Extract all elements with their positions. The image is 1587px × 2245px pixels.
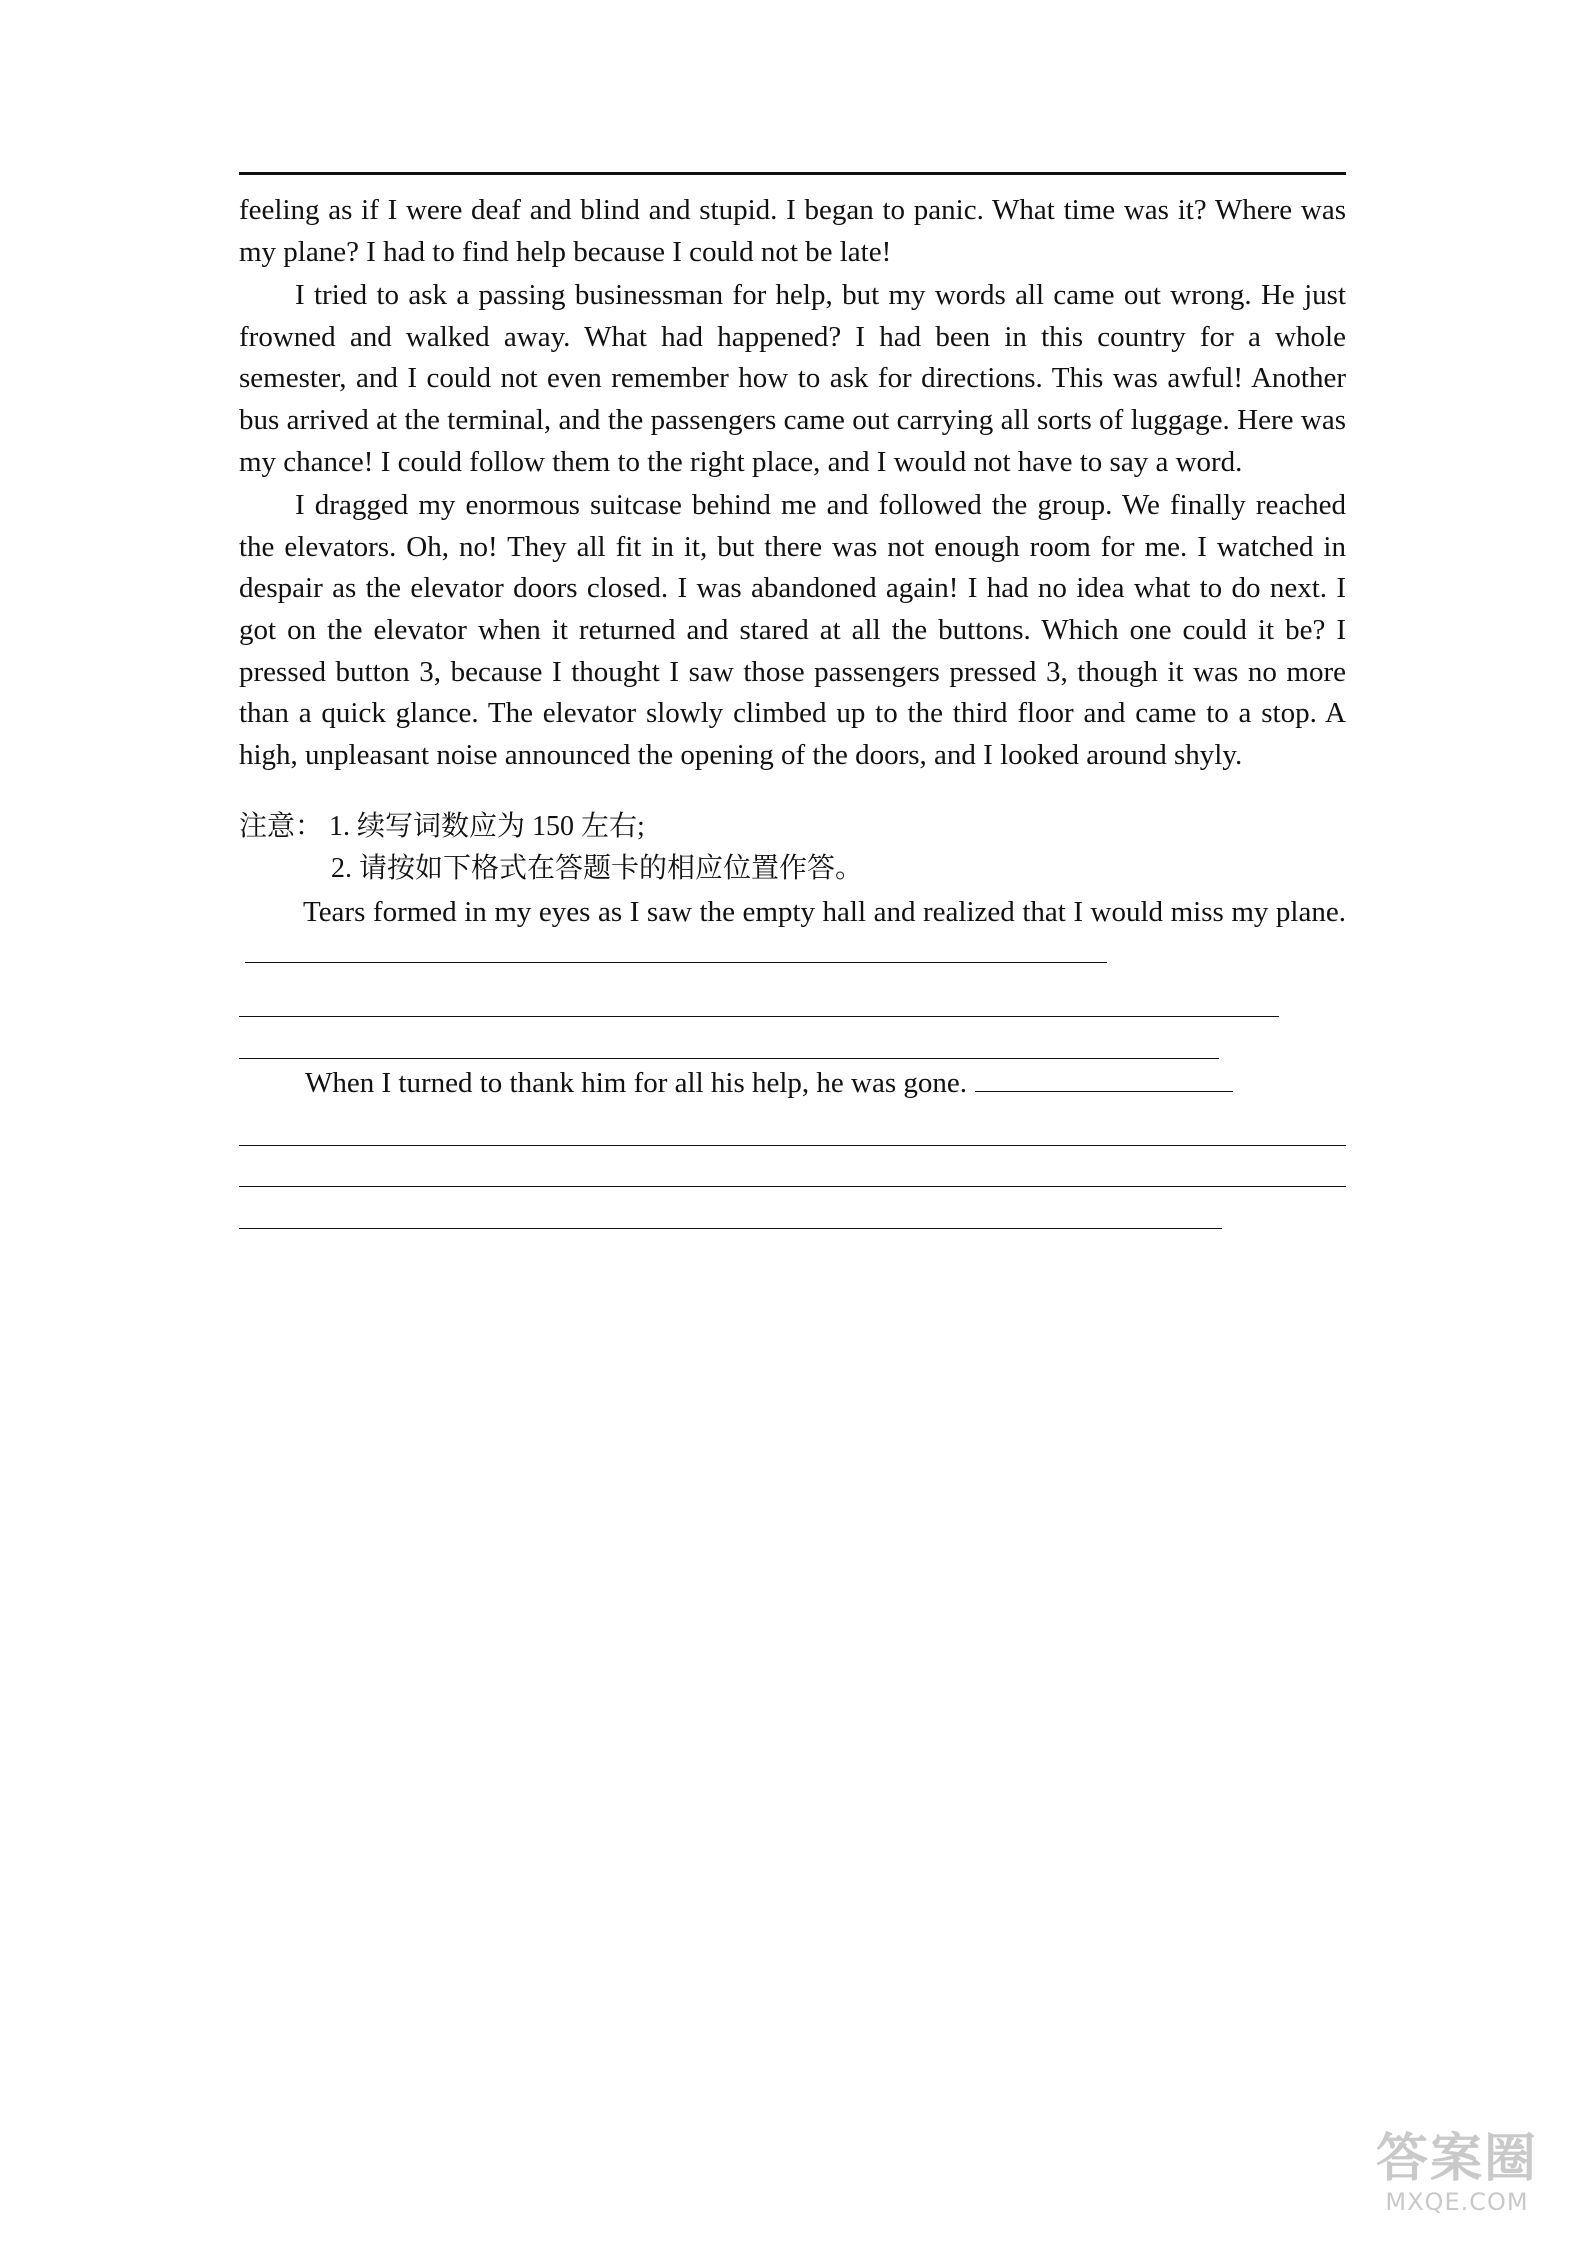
instruction-row-1 xyxy=(239,806,1346,848)
answer-line-1[interactable] xyxy=(239,976,1279,1018)
watermark-logo xyxy=(1367,2129,1547,2229)
instruction-item-1: 1. 续写词数应为 150 左右; xyxy=(329,811,645,843)
answer-blank-inline-1[interactable] xyxy=(245,940,1107,963)
instructions xyxy=(239,806,1346,890)
continuation-prompt-2 xyxy=(239,1063,1346,1105)
answer-line-5[interactable] xyxy=(239,1187,1222,1229)
instruction-row-2 xyxy=(239,848,1346,890)
continuation-prompt-1 xyxy=(239,892,1346,975)
answer-line-3[interactable] xyxy=(239,1104,1346,1146)
instruction-item-2: 2. 请按如下格式在答题卡的相应位置作答。 xyxy=(331,853,864,885)
instruction-heading: 注意： xyxy=(239,811,324,843)
story-paragraph-2: I tried to ask a passing businessman for help, but my words all came out wrong. He just frowned and walked away. What had happened? I had been in this country for a whole semester, and I could not even remember how to ask for directions. This was awful! Another bus arrived at the terminal, and the passengers came out carrying all sorts of luggage. Here was my chance! I could follow them to the right place, and I would not have to say a word. xyxy=(239,279,1346,478)
story-paragraph-1: feeling as if I were deaf and blind and stupid. I began to panic. What time was it? Where was my plane? I had to find help because I could not be late! xyxy=(239,194,1346,268)
content-area xyxy=(239,190,1346,1229)
answer-blank-inline-2[interactable] xyxy=(975,1069,1233,1092)
prompt-2-text: When I turned to thank him for all his help, he was gone. xyxy=(305,1066,968,1099)
story-paragraph-3: I dragged my enormous suitcase behind me and followed the group. We finally reached the elevators. Oh, no! They all fit in it, but there was not enough room for me. I watched in despair as the elevator doors closed. I was abandoned again! I had no idea what to do next. I got on the elevator when it returned and stared at all the buttons. Which one could it be? I pressed button 3, because I thought I saw those passengers pressed 3, though it was no more than a quick glance. The elevator slowly climbed up to the third floor and came to a stop. A high, unpleasant noise announced the opening of the doors, and I looked around shyly. xyxy=(239,489,1346,771)
prompt-1-text: Tears formed in my eyes as I saw the empty hall and realized that I would miss my plane. xyxy=(303,896,1346,929)
watermark-url: MXQE.COM xyxy=(1385,2188,1529,2216)
watermark-glyphs: 答案圈 xyxy=(1375,2129,1538,2189)
answer-line-2[interactable] xyxy=(239,1017,1219,1059)
answer-line-4[interactable] xyxy=(239,1146,1346,1188)
header-rule xyxy=(239,172,1346,175)
